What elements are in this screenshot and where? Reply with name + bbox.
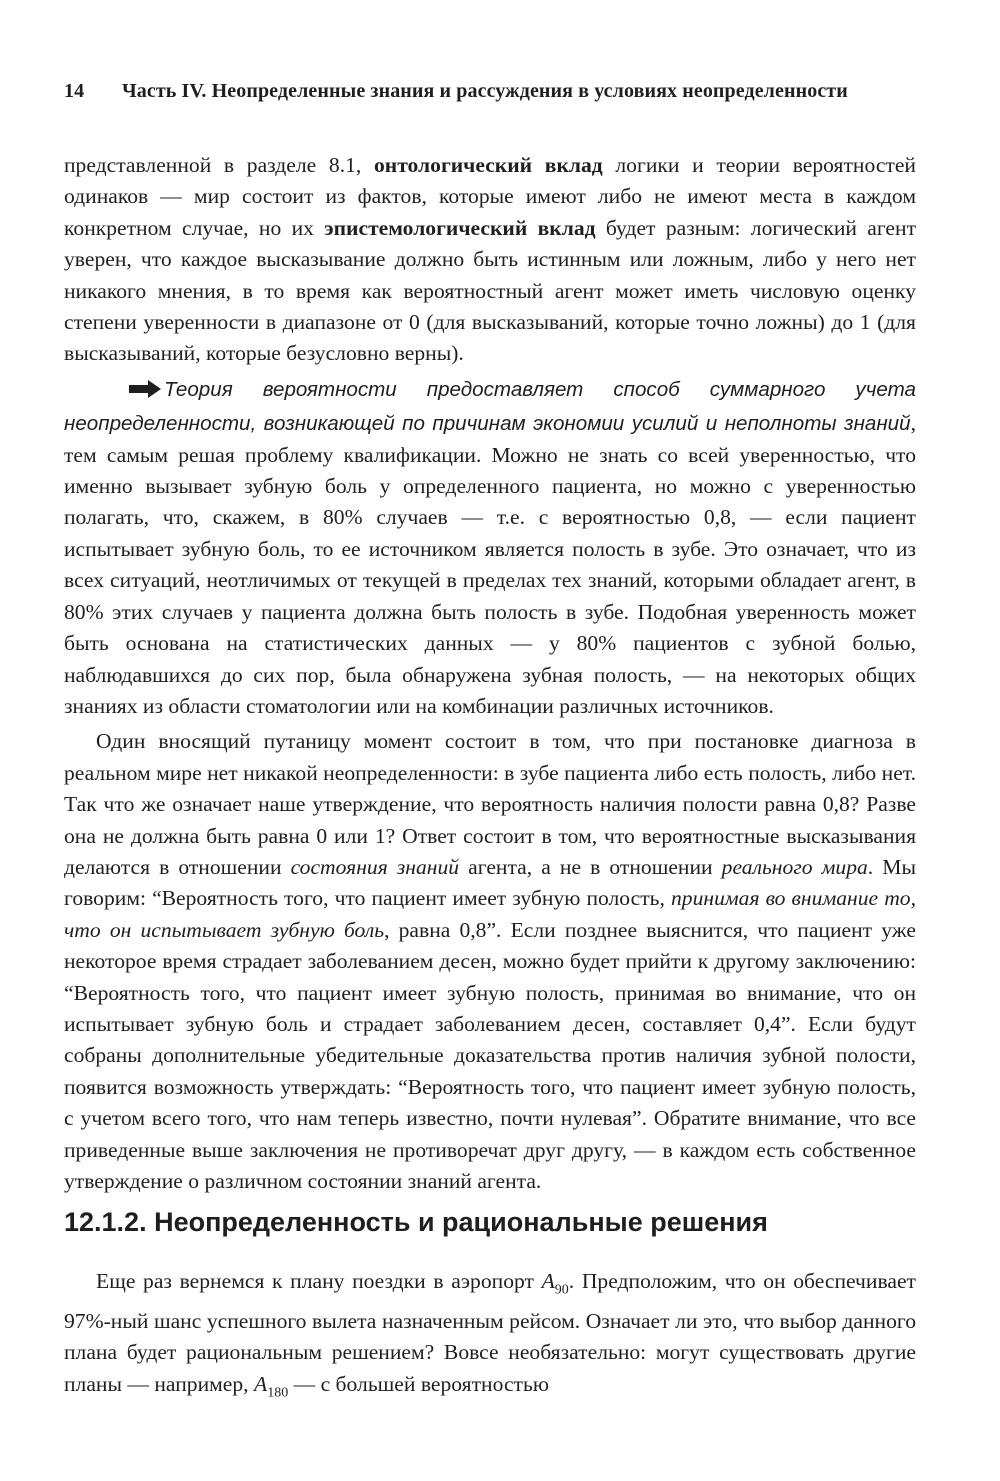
text-run: логики и теории вероятностей одинаков — мир состоит из фактов, которые имеют либо не имеют места в каждом конкретном случае, но их xyxy=(64,153,916,240)
page-number: 14 xyxy=(64,80,85,102)
right-arrow-icon xyxy=(96,377,162,408)
section-text xyxy=(64,1266,916,1408)
running-title: Часть IV. Неопределенные знания и рассуждения в условиях неопределенности xyxy=(122,80,848,102)
plan-a180 xyxy=(253,1371,289,1400)
paragraph-2 xyxy=(64,374,916,722)
text-run: представленной в разделе 8.1, xyxy=(64,153,374,177)
text-run: агента, а не в отношении xyxy=(459,854,722,879)
paragraph-4 xyxy=(64,1266,916,1408)
paragraph-3 xyxy=(64,726,916,1197)
text-run: Один вносящий путаницу момент состоит в том, что при постановке диагноза в реальном мире нет никакой неопределенности: в зубе пациента либо есть полость, либо нет. Так что же означает наше утверждение, что вероятность наличия полости равна 0,8? Разве она не должна быть равна 0 или 1? Ответ состоит в том, что вероятностные высказывания делаются в отношении xyxy=(64,729,916,879)
text-run: , тем самым решая проблему квалификации. Можно не знать со всей уверенностью, что именно вызывает зубную боль у определенного пациента, но можно с уверенностью полагать, что, скажем, в 80% случаев — т.е. с вероятностью 0,8, — если пациент испытывает зубную боль, то ее источником является полость в зубе. Это означает, что из всех ситуаций, неотличимых от текущей в пределах тех знаний, которыми обладает агент, в 80% этих случаев у пациента должна быть полость в зубе. Подобная уверенность может быть основана на статистических данных — у 80% пациентов с зубной болью, наблюдавшихся до сих пор, была обнаружена зубная полость, — на некоторых общих знаниях из области стоматологии или на комбинации различных источников. xyxy=(64,411,916,718)
text-run: будет разным: логический агент уверен, что каждое высказывание должно быть истинным или ложным, либо у него нет никакого мнения, в то время как вероятностный агент может иметь числовую оценку степени уверенности в диапазоне от 0 (для высказываний, которые точно ложны) до 1 (для высказываний, которые безусловно верны). xyxy=(64,215,917,366)
running-header xyxy=(64,80,922,103)
emphasis-real-world: реального мира xyxy=(721,854,868,879)
plan-subscript: 90 xyxy=(554,1282,569,1298)
emphasis-knowledge-state: состояния знаний xyxy=(290,854,460,879)
key-idea-text: Теория вероятности предоставляет способ суммарного учета неопределенности, возникающей по причинам экономии усилий и неполноты знаний xyxy=(64,377,916,436)
plan-symbol: A xyxy=(541,1269,555,1293)
term-ontological-commitment: онтологический вклад xyxy=(373,153,603,177)
main-text xyxy=(64,150,916,1197)
text-run: — с большей вероятностью xyxy=(288,1371,549,1396)
text-run: . Предположим, что он обеспечивает 97%-ный шанс успешного вылета назначенным рейсом. Означает ли это, что выбор данного плана будет рациональным решением? Вовсе необязательно: могут существовать другие планы — например, xyxy=(64,1269,916,1396)
plan-a90 xyxy=(541,1269,569,1298)
text-run: Еще раз вернемся к плану поездки в аэропорт xyxy=(96,1269,542,1293)
text-run: . Мы говорим: “Вероятность того, что пациент имеет зубную полость, xyxy=(64,854,916,911)
term-epistemological-commitment: эпистемологический вклад xyxy=(324,215,596,240)
paragraph-1 xyxy=(64,150,916,370)
plan-symbol: A xyxy=(253,1371,268,1396)
emphasis-evidence: принимая во внимание то, что он испытывает зубную боль xyxy=(64,886,916,942)
plan-subscript: 180 xyxy=(267,1384,289,1400)
text-run: , равна 0,8”. Если позднее выяснится, что пациент уже некоторое время страдает заболеванием десен, можно будет прийти к другому заключению: “Вероятность того, что пациент имеет зубную полость, принимая во внимание, что он испытывает зубную боль и страдает заболеванием десен, составляет 0,4”. Если будут собраны дополнительные убедительные доказательства против наличия зубной полости, появится возможность утверждать: “Вероятность того, что пациент имеет зубную полость, с учетом всего того, что нам теперь известно, почти нулевая”. Обратите внимание, что все приведенные выше заключения не противоречат друг другу, — в каждом есть собственное утверждение о различном состоянии знаний агента. xyxy=(64,917,916,1193)
section-heading: 12.1.2. Неопределенность и рациональные решения xyxy=(64,1207,768,1237)
